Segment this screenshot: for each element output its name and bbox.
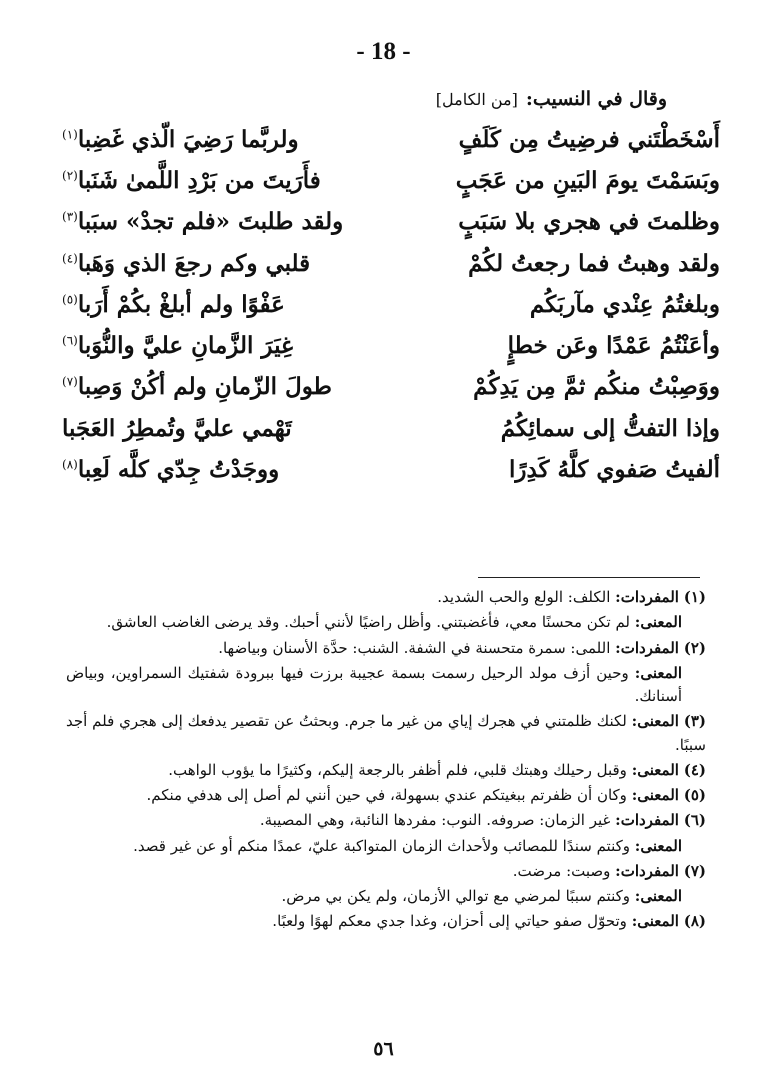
footnote-number: (٢) (683, 638, 706, 657)
footnote (66, 835, 706, 858)
hemistich-text: ولقد طلبتَ «فلم تجدْ» سبَبا (77, 208, 344, 235)
hemistich-text: ولربَّما رَضِيَ الّذي غَضِبا (77, 126, 299, 153)
footnote-label: المعنى: (634, 613, 682, 632)
verse-line (62, 208, 720, 249)
verse-line (62, 250, 720, 291)
footnote-label: المفردات: (615, 811, 679, 830)
verse-line (62, 332, 720, 373)
footnote (66, 662, 706, 709)
footnote-marker: (٦) (62, 333, 78, 348)
footnote-marker: (١) (62, 127, 78, 142)
verse-first-hemistich: وظلمتَ في هجري بلا سَبَبٍ (458, 208, 720, 235)
verse-line (62, 415, 720, 456)
footnote (66, 885, 706, 908)
footnote-text: وقبل رحيلك وهبتك قلبي، فلم أظفر بالرجعة إليكم، وكثيرًا ما يؤوب الواهب. (168, 760, 627, 779)
verse-first-hemistich: ولقد وهبتُ فما رجعتُ لكُمْ (468, 250, 720, 277)
hemistich-text: غِيَرَ الزَّمانِ عليَّ والنُّوَبا (77, 332, 294, 359)
verse-second-hemistich (62, 250, 310, 277)
verse-second-hemistich (62, 167, 321, 194)
verse-second-hemistich (62, 208, 343, 235)
footnote-marker: (٨) (62, 457, 78, 472)
footnote-label: المعنى: (631, 912, 679, 931)
footnote-text: اللمى: سمرة متحسنة في الشفة. الشنب: حدَّة الأسنان وبياضها. (218, 638, 611, 657)
hemistich-text: ووجَدْتُ جِدّي كلَّه لَعِبا (77, 456, 280, 483)
verse-first-hemistich: أَسْخَطْتَني فرضِيتُ مِن كَلَفٍ (458, 126, 720, 153)
footnote-marker: (٥) (62, 292, 78, 307)
footnote-number: (٨) (683, 912, 706, 931)
footnote-number: (٦) (683, 811, 706, 830)
page-number-top: - 18 - (356, 38, 411, 65)
footnote-number: (١) (683, 588, 706, 606)
verse-second-hemistich (62, 373, 332, 400)
verse-line (62, 456, 720, 497)
footnote-label: المعنى: (634, 663, 682, 682)
footnote-text: وحين أزف مولد الرحيل رسمت بسمة عجيبة برزت فيها ببرودة شفتيك السمراوين، وبياض أسنانك. (66, 663, 682, 705)
footnote-text: وصبت: مرضت. (512, 861, 611, 880)
footnote-text: لم تكن محسنًا معي، فأغضبتني. وأظل راضيًا لأنني أحبك. وقد يرضى الغاضب العاشق. (106, 613, 630, 632)
verse-line (62, 126, 720, 167)
footnote-text: الكلف: الولع والحب الشديد. (437, 588, 611, 606)
verse-second-hemistich (62, 332, 293, 359)
footnote-text: وتحوّل صفو حياتي إلى أحزان، وغدا جدي معكم لهوًا ولعبًا. (272, 912, 627, 931)
footnote-text: لكنك ظلمتني في هجرك إياي من غير ما جرم. وبحثتُ عن تقصير يدفعك إلى هجري فلم أجد سببًا. (66, 712, 706, 754)
footnote-label: المعنى: (631, 760, 679, 779)
footnote (66, 611, 706, 634)
verse-second-hemistich (62, 415, 292, 442)
poem-intro (436, 88, 667, 110)
footnote-marker: (٧) (62, 374, 78, 389)
hemistich-text: فأَرَيتَ من بَرْدِ اللَّمىٰ شَنَبا (77, 167, 321, 194)
footnote-label: المعنى: (634, 887, 682, 905)
poem-meter: [من الكامل] (435, 90, 518, 109)
footnote-separator (478, 577, 700, 578)
footnote (66, 910, 706, 933)
hemistich-text: طولَ الزّمانِ ولم أكُنْ وَصِبا (77, 373, 332, 400)
hemistich-text: تَهْمي عليَّ وتُمطِرُ العَجَبا (62, 415, 292, 442)
footnote (66, 860, 706, 883)
verse-line (62, 291, 720, 332)
footnote-label: المفردات: (615, 861, 679, 880)
footnote-text: وكنتم سندًا للمصائب ولأحداث الزمان المتواكبة عليّ، عمدًا منكم أو عن غير قصد. (133, 836, 630, 855)
footnote (66, 586, 706, 609)
intro-text: وقال في النسيب: (525, 88, 667, 110)
verse-line (62, 373, 720, 414)
footnote (66, 809, 706, 832)
hemistich-text: قلبي وكم رجعَ الذي وَهَبا (77, 250, 311, 277)
verse-second-hemistich (62, 456, 279, 483)
footnote-number: (٥) (683, 786, 706, 804)
page-number-bottom: ٥٦ (373, 1038, 394, 1060)
footnote-marker: (٣) (62, 209, 78, 224)
verse-line (62, 167, 720, 208)
verse-first-hemistich: وإذا التفتُّ إلى سمائِكُمُ (500, 415, 720, 442)
footnote-label: المفردات: (615, 638, 679, 657)
verse-second-hemistich (62, 126, 299, 153)
footnote-number: (٣) (683, 712, 706, 731)
footnote (66, 759, 706, 782)
footnote-text: غير الزمان: صروفه. النوب: مفردها النائبة، وهي المصيبة. (259, 811, 611, 830)
footnote (66, 710, 706, 757)
footnote-marker: (٢) (62, 168, 78, 183)
verse-first-hemistich: ووَصِبْتُ منكُم ثمَّ مِن يَدِكُمْ (473, 373, 720, 400)
verse-second-hemistich (62, 291, 285, 318)
verse-first-hemistich: وأعَنْتُمُ عَمْدًا وعَن خطإٍ (507, 332, 720, 359)
footnotes (66, 586, 706, 936)
footnote-label: المفردات: (615, 588, 679, 606)
footnote-number: (٧) (683, 861, 706, 880)
footnote-label: المعنى: (631, 786, 679, 804)
footnote (66, 784, 706, 807)
footnote-marker: (٤) (62, 251, 78, 266)
footnote-text: وكان أن ظفرتم ببغيتكم عندي بسهولة، في حين أنني لم أصل إلى هدفي منكم. (146, 786, 627, 804)
verse-first-hemistich: وبلغتُمُ عِنْدي مآربَكُم (529, 291, 720, 318)
verse-first-hemistich: وبَسَمْتَ يومَ البَينِ من عَجَبٍ (455, 167, 720, 194)
hemistich-text: عَفْوًا ولم أبلغْ بكُمْ أَرَبا (77, 291, 285, 318)
footnote-label: المعنى: (631, 712, 679, 731)
footnote-label: المعنى: (634, 836, 682, 855)
footnote-text: وكنتم سببًا لمرضي مع توالي الأزمان، ولم يكن بي مرض. (281, 887, 630, 905)
footnote-number: (٤) (683, 760, 706, 779)
verse-first-hemistich: ألفيتُ صَفوي كلَّهُ كَدِرًا (508, 456, 720, 483)
footnote (66, 637, 706, 660)
